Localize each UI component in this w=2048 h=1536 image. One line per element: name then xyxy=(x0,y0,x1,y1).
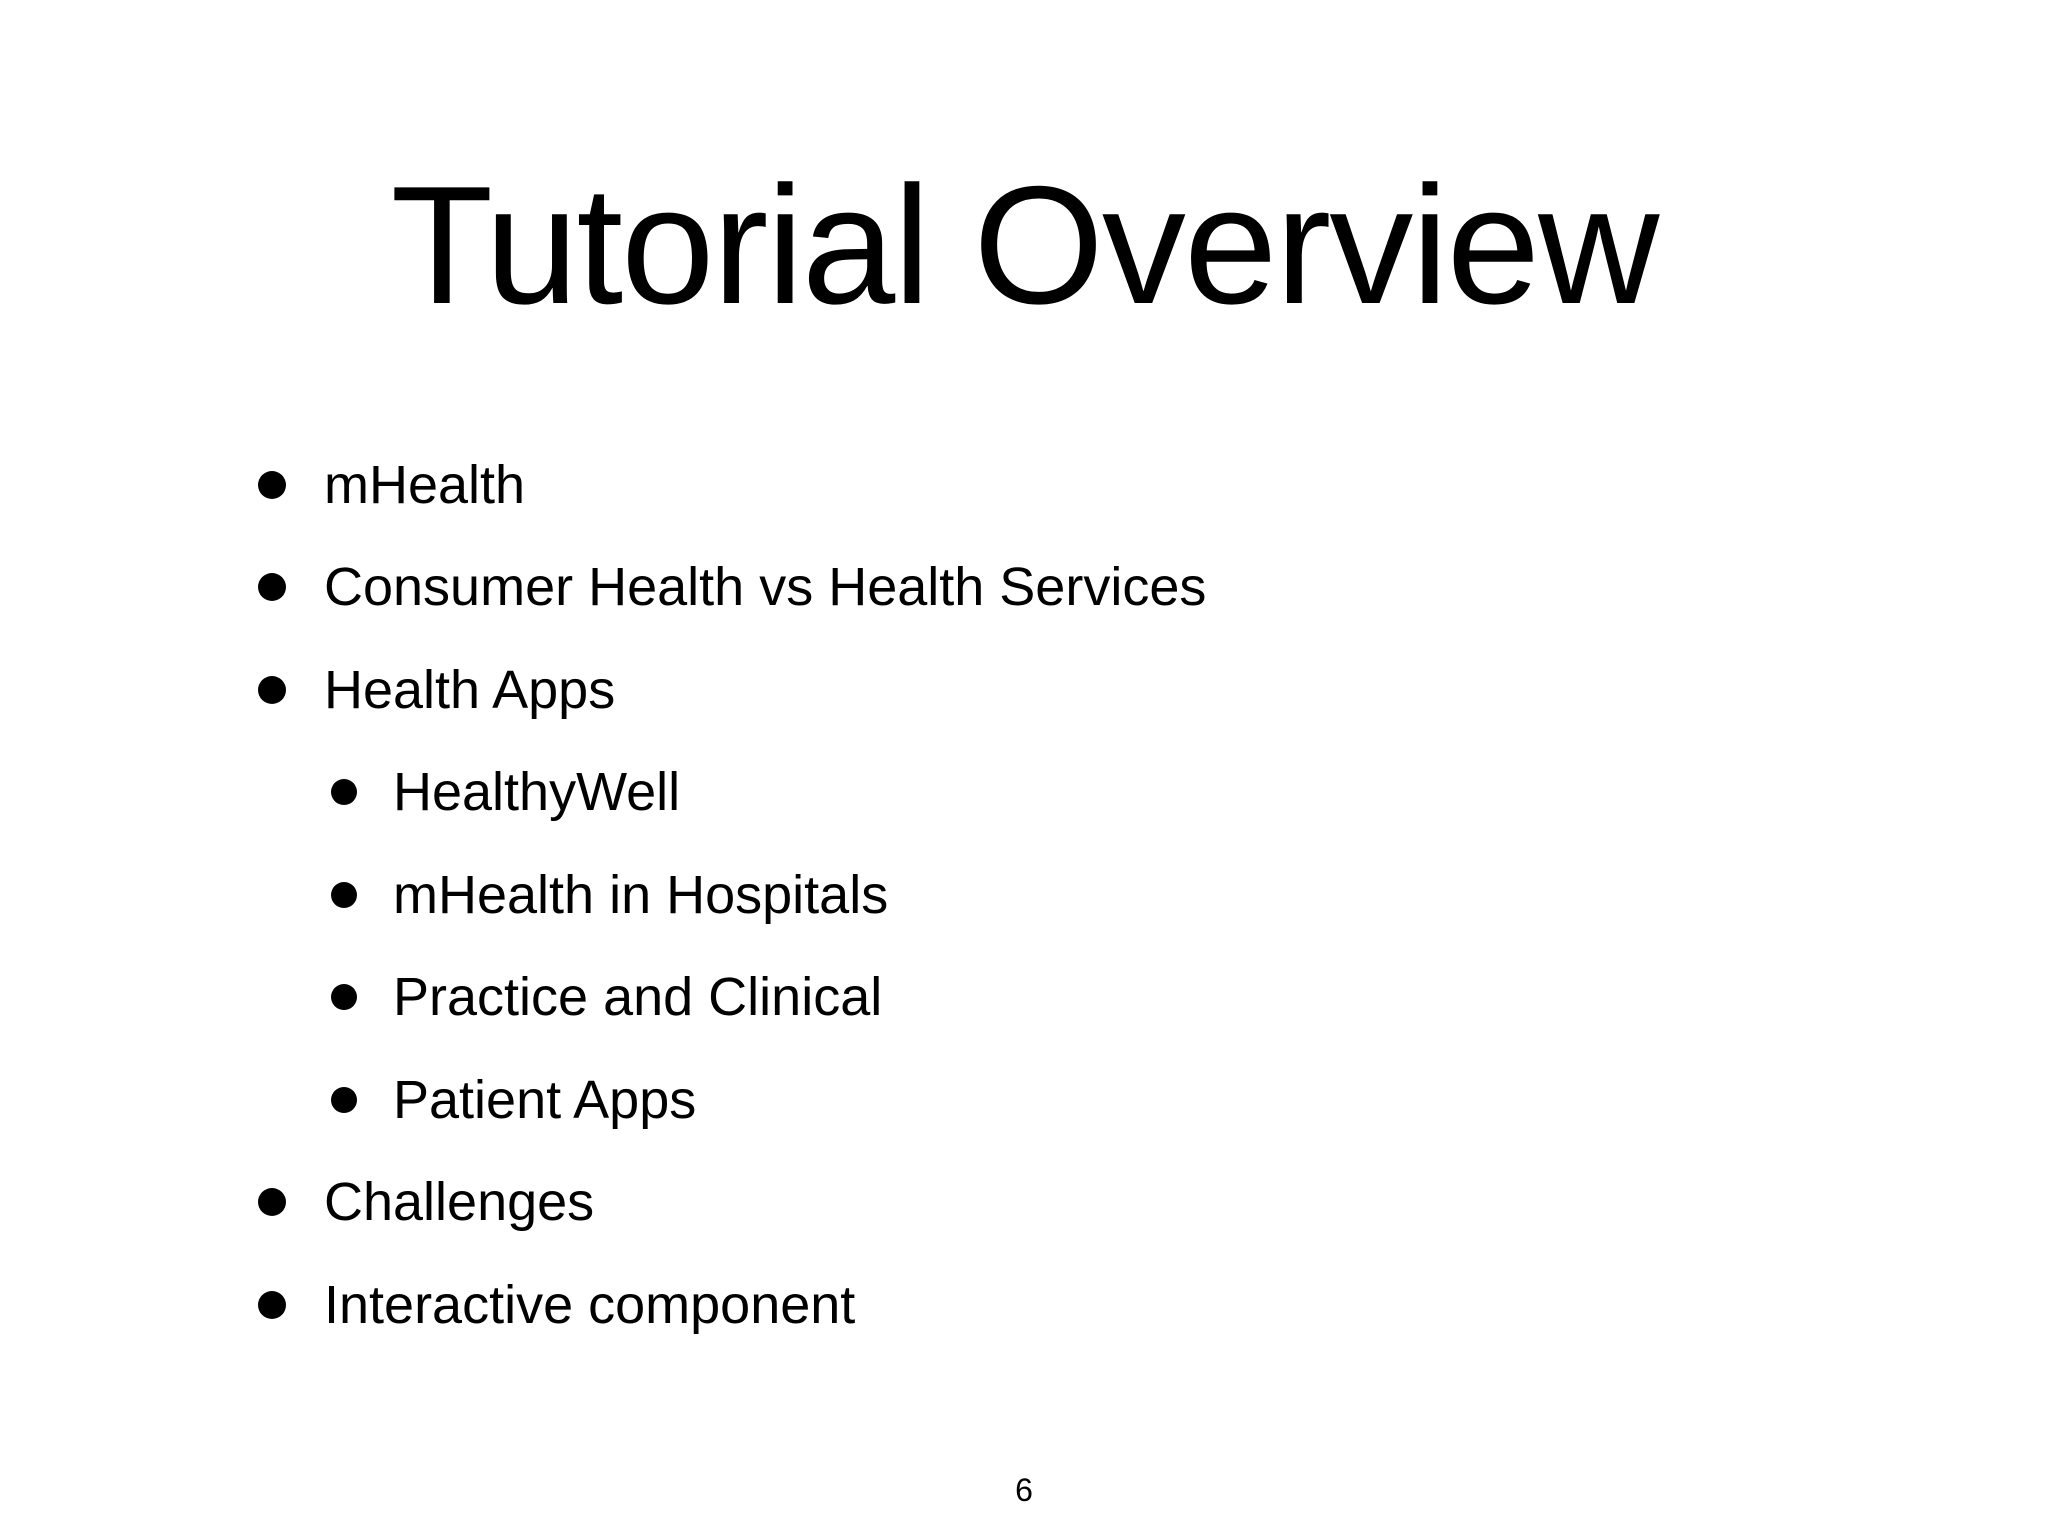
bullet-item-patient-apps xyxy=(331,1060,696,1140)
bullet-dot-icon xyxy=(258,1188,286,1216)
bullet-text: Health Apps xyxy=(324,660,616,720)
bullet-dot-icon xyxy=(258,471,286,499)
bullet-item-interactive-component xyxy=(258,1265,855,1345)
bullet-item-challenges xyxy=(258,1162,594,1242)
page-number: 6 xyxy=(1015,1472,1033,1508)
bullet-text: Patient Apps xyxy=(393,1070,697,1130)
bullet-text: HealthyWell xyxy=(393,762,681,822)
bullet-item-mhealth xyxy=(258,445,525,525)
bullet-text: Consumer Health vs Health Services xyxy=(324,557,1207,617)
bullet-text: Practice and Clinical xyxy=(393,967,883,1027)
bullet-item-consumer-health xyxy=(258,547,1206,627)
bullet-dot-icon xyxy=(331,1087,357,1113)
bullet-text: mHealth xyxy=(324,455,526,515)
bullet-text: Challenges xyxy=(324,1172,595,1232)
bullet-dot-icon xyxy=(258,573,286,601)
bullet-dot-icon xyxy=(258,676,286,704)
bullet-dot-icon xyxy=(331,779,357,805)
bullet-item-practice-clinical xyxy=(331,957,882,1037)
bullet-text: Interactive component xyxy=(324,1275,856,1335)
bullet-dot-icon xyxy=(258,1291,286,1319)
bullet-item-healthywell xyxy=(331,752,680,832)
slide-title: Tutorial Overview xyxy=(390,151,1658,339)
bullet-text: mHealth in Hospitals xyxy=(393,865,889,925)
bullet-item-mhealth-hospitals xyxy=(331,855,888,935)
bullet-dot-icon xyxy=(331,984,357,1010)
bullet-dot-icon xyxy=(331,882,357,908)
bullet-item-health-apps xyxy=(258,650,615,730)
